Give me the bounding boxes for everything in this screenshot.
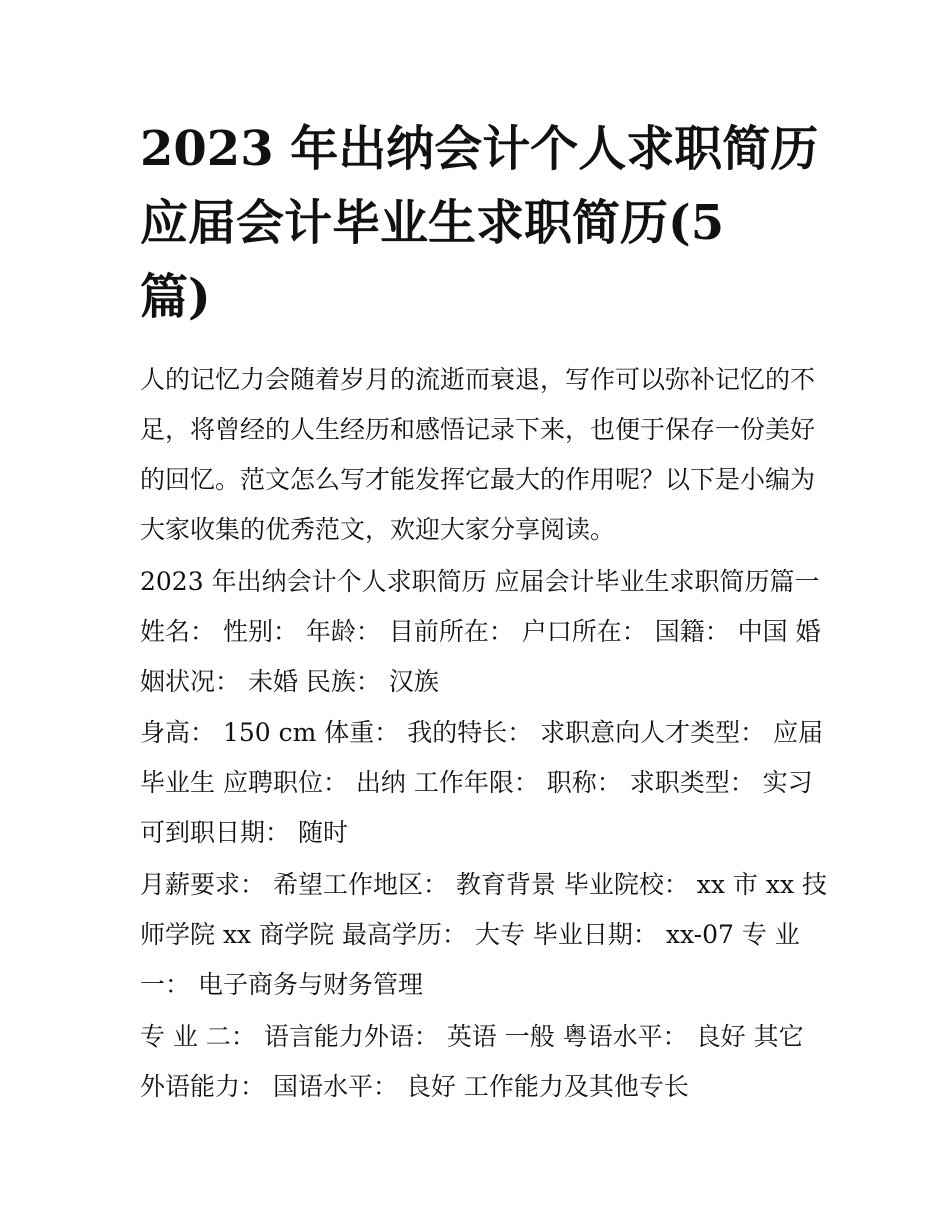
basic-info-line-1: 姓名： 性别： 年龄： 目前所在： 户口所在： 国籍： 中国 婚	[140, 617, 821, 646]
intro-line-4: 大家收集的优秀范文，欢迎大家分享阅读。	[140, 515, 616, 544]
education-info-line-1: 月薪要求： 希望工作地区： 教育背景 毕业院校： xx 市 xx 技	[140, 870, 828, 899]
document-title	[140, 112, 820, 334]
education-info-line-2: 师学院 xx 商学院 最高学历： 大专 毕业日期： xx-07 专 业	[140, 920, 800, 949]
language-info-paragraph	[140, 1012, 820, 1112]
physical-info-line-3: 可到职日期： 随时	[140, 818, 348, 847]
education-info-line-3: 一： 电子商务与财务管理	[140, 970, 423, 999]
section-heading-text: 2023 年出纳会计个人求职简历 应届会计毕业生求职简历篇一	[140, 567, 820, 596]
basic-info-line-2: 姻状况： 未婚 民族： 汉族	[140, 667, 439, 696]
intro-line-2: 足，将曾经的人生经历和感悟记录下来，也便于保存一份美好	[140, 415, 816, 444]
intro-paragraph	[140, 355, 820, 555]
basic-info-paragraph	[140, 607, 820, 707]
language-info-line-1: 专 业 二： 语言能力外语： 英语 一般 粤语水平： 良好 其它	[140, 1022, 804, 1051]
section-heading	[140, 557, 820, 607]
title-line-1: 2023 年出纳会计个人求职简历	[140, 121, 819, 177]
intro-line-3: 的回忆。范文怎么写才能发挥它最大的作用呢？以下是小编为	[140, 465, 816, 494]
intro-line-1: 人的记忆力会随着岁月的流逝而衰退，写作可以弥补记忆的不	[140, 365, 816, 394]
physical-info-line-2: 毕业生 应聘职位： 出纳 工作年限： 职称： 求职类型： 实习	[140, 768, 813, 797]
title-line-3: 篇)	[140, 269, 211, 325]
education-info-paragraph	[140, 860, 828, 1010]
title-line-2: 应届会计毕业生求职简历(5	[140, 195, 725, 251]
physical-info-line-1: 身高： 150 cm 体重： 我的特长： 求职意向人才类型： 应届	[140, 718, 824, 747]
physical-info-paragraph	[140, 708, 824, 858]
language-info-line-2: 外语能力： 国语水平： 良好 工作能力及其他专长	[140, 1072, 689, 1101]
